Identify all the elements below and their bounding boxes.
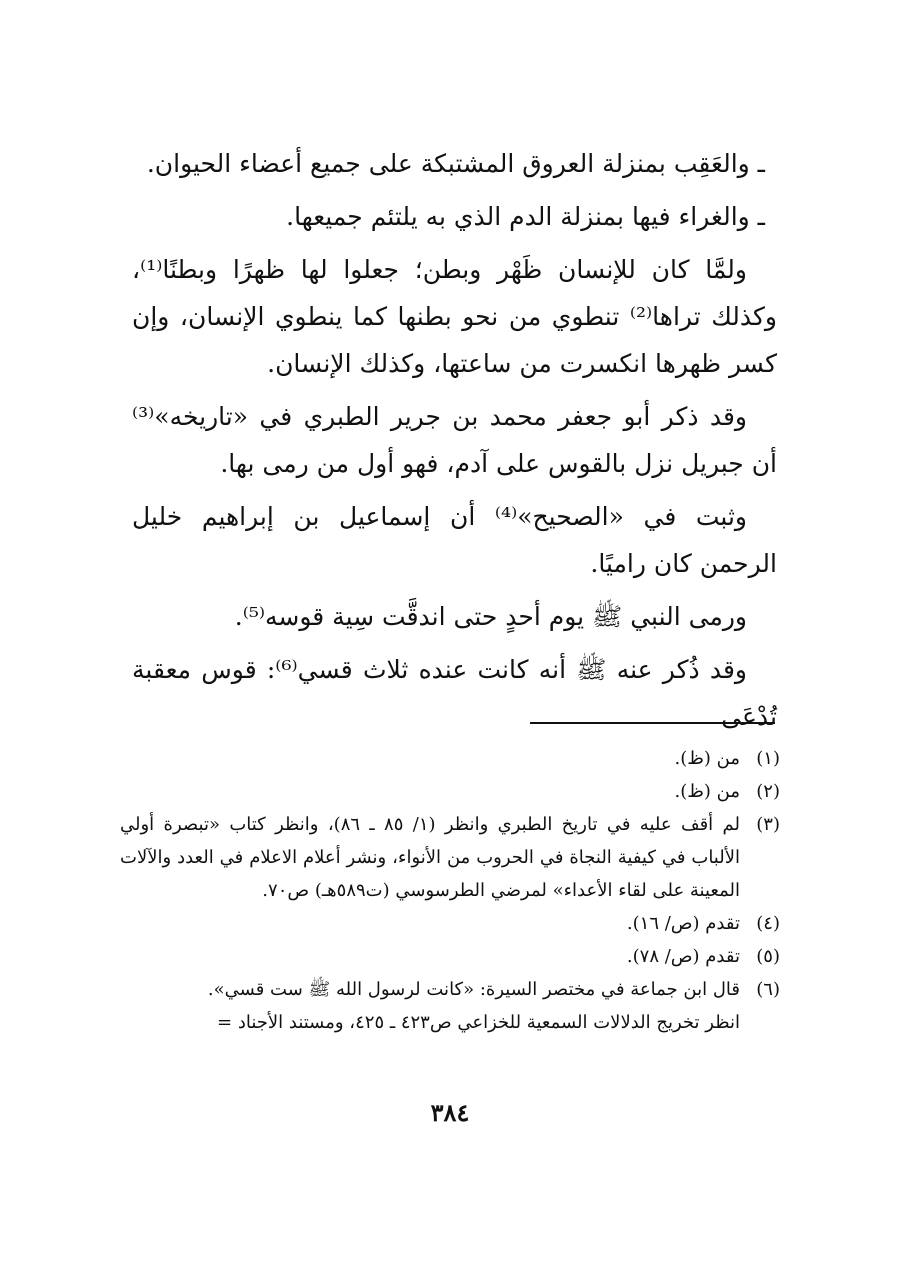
paragraph: وقد ذُكر عنه ﷺ أنه كانت عنده ثلاث قسي⁽⁶⁾: قوس معقبة تُدْعَى [132,655,777,731]
footnote-text: لم أقف عليه في تاريخ الطبري وانظر (١/ ٨٥ ـ ٨٦)، وانظر كتاب «تبصرة أولي الألباب في كيفية النجاة في الحروب من الأنواء، ونشر أعلام الاعلام في العدد والآلات المعينة على لقاء الأعداء» لمرضي الطرسوسي (ت٥٨٩هـ) ص٧٠. [120,814,741,901]
footnote-text: تقدم (ص/ ٧٨). [626,946,740,967]
footnote [120,907,780,940]
footnote-text: من (ظ). [674,781,740,802]
footnote-continuation: انظر تخريج الدلالات السمعية للخزاعي ص٤٢٣ ـ ٤٢٥، ومستند الأجناد = [217,1012,740,1033]
main-text [132,140,777,746]
paragraph: وقد ذكر أبو جعفر محمد بن جرير الطبري في «تاريخه»⁽³⁾ أن جبريل نزل بالقوس على آدم، فهو أول من رمى بها. [132,402,777,478]
footnotes [120,742,780,1039]
footnote-text: تقدم (ص/ ١٦). [626,913,740,934]
page-number: ٣٨٤ [430,1098,470,1127]
paragraph: ورمى النبي ﷺ يوم أحدٍ حتى اندقَّت سِية قوسه⁽⁵⁾. [234,602,747,631]
paragraph: ـ والعَقِب بمنزلة العروق المشتبكة على جميع أعضاء الحيوان. [146,149,765,178]
footnote-number: (٣) [756,814,780,835]
footnote-number: (٤) [756,913,780,934]
footnote-number: (٥) [756,946,780,967]
footnote-number: (٢) [756,781,780,802]
paragraph: ولمَّا كان للإنسان ظَهْر وبطن؛ جعلوا لها ظهرًا وبطنًا⁽¹⁾، وكذلك تراها⁽²⁾ تنطوي من نحو بطنها كما ينطوي الإنسان، وإن كسر ظهرها انكسرت من ساعتها، وكذلك الإنسان. [132,255,777,378]
footnote-text: قال ابن جماعة في مختصر السيرة: «كانت لرسول الله ﷺ ست قسي». [207,979,740,1000]
footnote [120,742,780,775]
footnote-number: (٦) [756,979,780,1000]
footnote [120,940,780,973]
paragraph: وثبت في «الصحيح»⁽⁴⁾ أن إسماعيل بن إبراهيم خليل الرحمن كان راميًا. [132,502,777,578]
footnote [120,775,780,808]
footnote [120,973,780,1006]
footnote [120,808,780,907]
footnote-number: (١) [756,748,780,769]
footnote-separator [530,722,775,724]
paragraph: ـ والغراء فيها بمنزلة الدم الذي به يلتئم جميعها. [286,202,765,231]
footnote-text: من (ظ). [674,748,740,769]
